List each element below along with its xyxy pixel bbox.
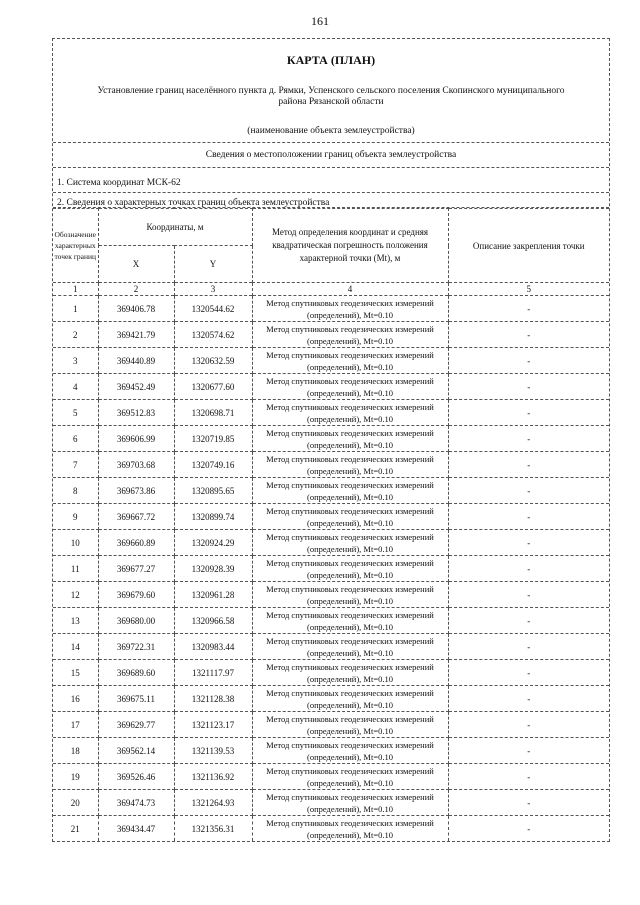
x-coordinate-cell: 369440.89 bbox=[98, 348, 174, 374]
object-caption: (наименование объекта землеустройства) bbox=[247, 126, 415, 136]
page-number: 161 bbox=[311, 14, 329, 28]
table-row bbox=[53, 478, 609, 504]
point-id-cell: 9 bbox=[53, 504, 98, 530]
method-cell: Метод спутниковых геодезических измерений (определений), Mt=0.10 bbox=[252, 348, 448, 374]
header-method: Метод определения координат и средняя квадратическая погрешность положения характерной точки (Мt), м bbox=[252, 209, 448, 283]
x-coordinate-cell: 369526.46 bbox=[98, 764, 174, 790]
x-coordinate-cell: 369675.11 bbox=[98, 686, 174, 712]
x-coordinate-cell: 369722.31 bbox=[98, 634, 174, 660]
table-row bbox=[53, 634, 609, 660]
description-cell: - bbox=[448, 764, 609, 790]
method-cell: Метод спутниковых геодезических измерений (определений), Mt=0.10 bbox=[252, 582, 448, 608]
description-cell: - bbox=[448, 348, 609, 374]
method-cell: Метод спутниковых геодезических измерений (определений), Mt=0.10 bbox=[252, 816, 448, 842]
description-cell: - bbox=[448, 400, 609, 426]
x-coordinate-cell: 369421.79 bbox=[98, 322, 174, 348]
y-coordinate-cell: 1321128.38 bbox=[174, 686, 252, 712]
method-cell: Метод спутниковых геодезических измерений (определений), Mt=0.10 bbox=[252, 478, 448, 504]
x-coordinate-cell: 369406.78 bbox=[98, 296, 174, 322]
y-coordinate-cell: 1320698.71 bbox=[174, 400, 252, 426]
description-cell: - bbox=[448, 582, 609, 608]
column-number: 2 bbox=[98, 283, 174, 296]
table-row bbox=[53, 374, 609, 400]
y-coordinate-cell: 1320924.29 bbox=[174, 530, 252, 556]
point-id-cell: 13 bbox=[53, 608, 98, 634]
method-cell: Метод спутниковых геодезических измерений (определений), Mt=0.10 bbox=[252, 426, 448, 452]
table-row bbox=[53, 790, 609, 816]
description-cell: - bbox=[448, 686, 609, 712]
table-row bbox=[53, 556, 609, 582]
y-coordinate-cell: 1320677.60 bbox=[174, 374, 252, 400]
description-cell: - bbox=[448, 530, 609, 556]
points-heading: 2. Сведения о характерных точках границ объекта землеустройства bbox=[53, 193, 609, 208]
table-row bbox=[53, 582, 609, 608]
y-coordinate-cell: 1321356.31 bbox=[174, 816, 252, 842]
method-cell: Метод спутниковых геодезических измерений (определений), Mt=0.10 bbox=[252, 504, 448, 530]
table-row bbox=[53, 816, 609, 842]
table-row bbox=[53, 608, 609, 634]
column-number: 1 bbox=[53, 283, 98, 296]
document-title: КАРТА (ПЛАН) bbox=[286, 53, 376, 67]
x-coordinate-cell: 369667.72 bbox=[98, 504, 174, 530]
method-cell: Метод спутниковых геодезических измерений (определений), Mt=0.10 bbox=[252, 374, 448, 400]
point-id-cell: 18 bbox=[53, 738, 98, 764]
description-cell: - bbox=[448, 816, 609, 842]
x-coordinate-cell: 369474.73 bbox=[98, 790, 174, 816]
x-coordinate-cell: 369452.49 bbox=[98, 374, 174, 400]
point-id-cell: 4 bbox=[53, 374, 98, 400]
point-id-cell: 2 bbox=[53, 322, 98, 348]
x-coordinate-cell: 369673.86 bbox=[98, 478, 174, 504]
table-row bbox=[53, 296, 609, 322]
method-cell: Метод спутниковых геодезических измерений (определений), Mt=0.10 bbox=[252, 556, 448, 582]
description-cell: - bbox=[448, 504, 609, 530]
point-id-cell: 12 bbox=[53, 582, 98, 608]
table-row bbox=[53, 348, 609, 374]
description-cell: - bbox=[448, 634, 609, 660]
points-table bbox=[53, 208, 609, 841]
description-cell: - bbox=[448, 426, 609, 452]
method-cell: Метод спутниковых геодезических измерений (определений), Mt=0.10 bbox=[252, 634, 448, 660]
point-id-cell: 16 bbox=[53, 686, 98, 712]
column-number: 3 bbox=[174, 283, 252, 296]
description-cell: - bbox=[448, 296, 609, 322]
y-coordinate-cell: 1321136.92 bbox=[174, 764, 252, 790]
coord-system: 1. Система координат МСК-62 bbox=[53, 168, 609, 193]
y-coordinate-cell: 1320544.62 bbox=[174, 296, 252, 322]
table-row bbox=[53, 426, 609, 452]
method-cell: Метод спутниковых геодезических измерений (определений), Mt=0.10 bbox=[252, 322, 448, 348]
point-id-cell: 20 bbox=[53, 790, 98, 816]
method-cell: Метод спутниковых геодезических измерений (определений), Mt=0.10 bbox=[252, 738, 448, 764]
y-coordinate-cell: 1320749.16 bbox=[174, 452, 252, 478]
header-x: X bbox=[98, 246, 174, 283]
x-coordinate-cell: 369689.60 bbox=[98, 660, 174, 686]
document-frame bbox=[52, 38, 610, 842]
table-row bbox=[53, 764, 609, 790]
y-coordinate-cell: 1320719.85 bbox=[174, 426, 252, 452]
point-id-cell: 21 bbox=[53, 816, 98, 842]
x-coordinate-cell: 369677.27 bbox=[98, 556, 174, 582]
point-id-cell: 17 bbox=[53, 712, 98, 738]
method-cell: Метод спутниковых геодезических измерений (определений), Mt=0.10 bbox=[252, 660, 448, 686]
description-cell: - bbox=[448, 712, 609, 738]
description-cell: - bbox=[448, 660, 609, 686]
y-coordinate-cell: 1320895.65 bbox=[174, 478, 252, 504]
x-coordinate-cell: 369703.68 bbox=[98, 452, 174, 478]
y-coordinate-cell: 1320632.59 bbox=[174, 348, 252, 374]
x-coordinate-cell: 369434.47 bbox=[98, 816, 174, 842]
description-cell: - bbox=[448, 608, 609, 634]
description-cell: - bbox=[448, 478, 609, 504]
table-row bbox=[53, 452, 609, 478]
section-title: Сведения о местоположении границ объекта землеустройства bbox=[53, 143, 609, 168]
method-cell: Метод спутниковых геодезических измерений (определений), Mt=0.10 bbox=[252, 530, 448, 556]
point-id-cell: 10 bbox=[53, 530, 98, 556]
y-coordinate-cell: 1320899.74 bbox=[174, 504, 252, 530]
description-cell: - bbox=[448, 556, 609, 582]
y-coordinate-cell: 1321264.93 bbox=[174, 790, 252, 816]
x-coordinate-cell: 369679.60 bbox=[98, 582, 174, 608]
table-row bbox=[53, 322, 609, 348]
table-row bbox=[53, 660, 609, 686]
table-row bbox=[53, 738, 609, 764]
method-cell: Метод спутниковых геодезических измерений (определений), Mt=0.10 bbox=[252, 296, 448, 322]
description-cell: - bbox=[448, 738, 609, 764]
y-coordinate-cell: 1321117.97 bbox=[174, 660, 252, 686]
x-coordinate-cell: 369512.83 bbox=[98, 400, 174, 426]
header-coords: Координаты, м bbox=[98, 209, 252, 246]
table-row bbox=[53, 400, 609, 426]
table-row bbox=[53, 530, 609, 556]
point-id-cell: 19 bbox=[53, 764, 98, 790]
description-cell: - bbox=[448, 790, 609, 816]
y-coordinate-cell: 1320961.28 bbox=[174, 582, 252, 608]
method-cell: Метод спутниковых геодезических измерений (определений), Mt=0.10 bbox=[252, 790, 448, 816]
x-coordinate-cell: 369562.14 bbox=[98, 738, 174, 764]
x-coordinate-cell: 369606.99 bbox=[98, 426, 174, 452]
point-id-cell: 3 bbox=[53, 348, 98, 374]
point-id-cell: 7 bbox=[53, 452, 98, 478]
method-cell: Метод спутниковых геодезических измерений (определений), Mt=0.10 bbox=[252, 608, 448, 634]
y-coordinate-cell: 1320928.39 bbox=[174, 556, 252, 582]
y-coordinate-cell: 1321123.17 bbox=[174, 712, 252, 738]
x-coordinate-cell: 369680.00 bbox=[98, 608, 174, 634]
y-coordinate-cell: 1320966.58 bbox=[174, 608, 252, 634]
table-row bbox=[53, 712, 609, 738]
method-cell: Метод спутниковых геодезических измерений (определений), Mt=0.10 bbox=[252, 764, 448, 790]
column-number: 5 bbox=[448, 283, 609, 296]
method-cell: Метод спутниковых геодезических измерений (определений), Mt=0.10 bbox=[252, 400, 448, 426]
x-coordinate-cell: 369629.77 bbox=[98, 712, 174, 738]
description-cell: - bbox=[448, 452, 609, 478]
y-coordinate-cell: 1320983.44 bbox=[174, 634, 252, 660]
point-id-cell: 14 bbox=[53, 634, 98, 660]
header-point-id: Обозначение характерных точек границ bbox=[53, 209, 98, 283]
points-table-body bbox=[53, 296, 609, 842]
column-number: 4 bbox=[252, 283, 448, 296]
method-cell: Метод спутниковых геодезических измерений (определений), Mt=0.10 bbox=[252, 686, 448, 712]
title-block bbox=[53, 39, 609, 143]
x-coordinate-cell: 369660.89 bbox=[98, 530, 174, 556]
y-coordinate-cell: 1320574.62 bbox=[174, 322, 252, 348]
header-y: Y bbox=[174, 246, 252, 283]
table-row bbox=[53, 504, 609, 530]
header-description: Описание закрепления точки bbox=[448, 209, 609, 283]
point-id-cell: 8 bbox=[53, 478, 98, 504]
point-id-cell: 5 bbox=[53, 400, 98, 426]
point-id-cell: 11 bbox=[53, 556, 98, 582]
point-id-cell: 15 bbox=[53, 660, 98, 686]
method-cell: Метод спутниковых геодезических измерений (определений), Mt=0.10 bbox=[252, 712, 448, 738]
y-coordinate-cell: 1321139.53 bbox=[174, 738, 252, 764]
document-subtitle: Установление границ населённого пункта д. Рямки, Успенского сельского поселения Скопинского муниципального района Рязанской области bbox=[97, 86, 565, 107]
method-cell: Метод спутниковых геодезических измерений (определений), Mt=0.10 bbox=[252, 452, 448, 478]
description-cell: - bbox=[448, 374, 609, 400]
table-row bbox=[53, 686, 609, 712]
description-cell: - bbox=[448, 322, 609, 348]
point-id-cell: 1 bbox=[53, 296, 98, 322]
point-id-cell: 6 bbox=[53, 426, 98, 452]
